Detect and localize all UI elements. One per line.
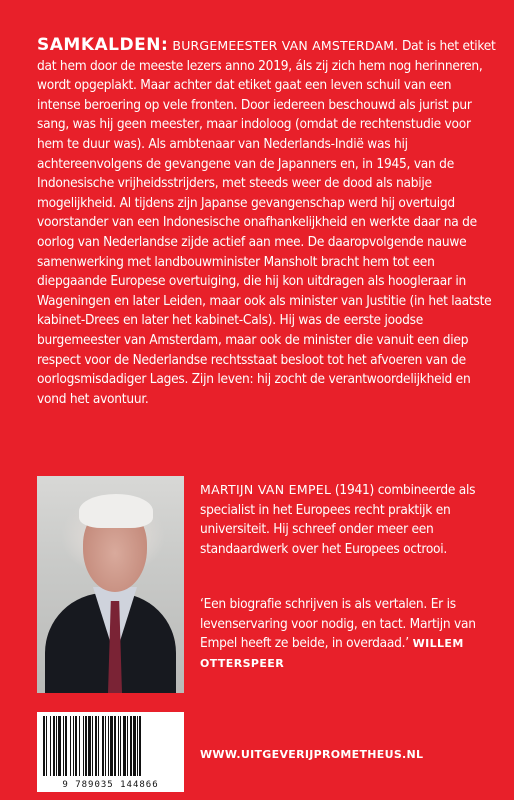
barcode-bar <box>63 716 64 776</box>
barcode-bar <box>114 716 116 776</box>
barcode-bar <box>92 716 93 776</box>
barcode-bar <box>58 716 61 776</box>
barcode-bar <box>123 716 126 776</box>
barcode-bar <box>133 716 136 776</box>
barcode-bar <box>65 716 67 776</box>
barcode-bar <box>56 716 57 776</box>
barcode-bars <box>43 716 178 776</box>
barcode-bar <box>43 716 45 776</box>
quote-attribution: WILLEM OTTERSPEER <box>200 637 464 670</box>
barcode-bar <box>50 716 51 776</box>
author-name: MARTIJN VAN EMPEL <box>200 482 332 497</box>
barcode-bar <box>53 716 55 776</box>
barcode-bar <box>79 716 80 776</box>
barcode-bar <box>137 716 138 776</box>
blurb-text: Dat is het etiket dat hem door de meeste lezers anno 2019, áls zij zich hem nog herinneren, wordt opgeplakt. Maar achter dat etiket gaat een leven schuil van een intense beroering op vele fronten. Door iedereen beschouwd als jurist pur sang, was hij geen meester, maar indoloog (omdat de rechtenstudie voor hem te duur was). Als ambtenaar van Nederlands-Indië was hij achtereenvolgens de gevangene van de Japanners en, in 1945, van de Indonesische vrijheidsstrijders, met steeds weer de dood als nabije mogelijkheid. Al tijdens zijn Japanse gevangenschap werd hij overtuigd voorstander van een Indonesische onafhankelijkheid en werkte daar na de oorlog van Nederlandse zijde actief aan mee. De daaropvolgende nauwe samenwerking met landbouwminister Mansholt bracht hem tot een diepgaande Europese overtuiging, die hij kon uitdragen als hoogleraar in Wageningen en later Leiden, maar ook als minister van Justitie (in het laatste kabinet-Drees en later het kabinet-Cals). Hij was de eerste joodse burgemeester van Amsterdam, maar ook de minister die vanuit een diep respect voor de Nederlandse rechtsstaat besloot tot het afvoeren van de oorlogsmisdadiger Lages. Zijn leven: hij zocht de verantwoordelijkheid en vond het avontuur. <box>37 38 496 407</box>
barcode-bar <box>95 716 97 776</box>
author-bio-text: (1941) combineerde als specialist in het Europees recht praktijk en universiteit. Hij schreef onder meer een standaardwerk over het Europees octrooi. <box>200 482 476 557</box>
barcode-bar <box>73 716 74 776</box>
barcode-bar <box>127 716 128 776</box>
blurb-lead-name: SAMKALDEN <box>37 35 161 55</box>
barcode-bar <box>130 716 132 776</box>
review-quote <box>200 595 505 673</box>
barcode-bar <box>83 716 84 776</box>
barcode-bar <box>108 716 109 776</box>
author-photo <box>37 476 184 693</box>
barcode-bar <box>102 716 104 776</box>
barcode-bar <box>105 716 106 776</box>
barcode-bar <box>70 716 71 776</box>
author-bio <box>200 480 500 559</box>
isbn-barcode <box>37 712 184 792</box>
author-photo-hair <box>79 494 153 528</box>
quote-text: ‘Een biografie schrijven is als vertalen. Er is levenservaring voor nodig, en tact. Martijn van Empel heeft ze beide, in overdaad.’ <box>200 596 476 652</box>
barcode-bar <box>118 716 119 776</box>
isbn-number: 9 789035 144866 <box>62 780 159 790</box>
barcode-bar <box>85 716 87 776</box>
barcode-bar <box>120 716 121 776</box>
blurb-lead-caps: BURGEMEESTER VAN AMSTERDAM. <box>168 38 399 53</box>
barcode-bar <box>46 716 47 776</box>
barcode-bar <box>139 716 141 776</box>
blurb-lead-colon: : <box>160 35 169 55</box>
back-cover-blurb <box>37 36 497 409</box>
barcode-bar <box>88 716 91 776</box>
barcode-bar <box>110 716 113 776</box>
barcode-bar <box>98 716 99 776</box>
publisher-website: WWW.UITGEVERIJPROMETHEUS.NL <box>200 748 424 761</box>
barcode-bar <box>75 716 77 776</box>
